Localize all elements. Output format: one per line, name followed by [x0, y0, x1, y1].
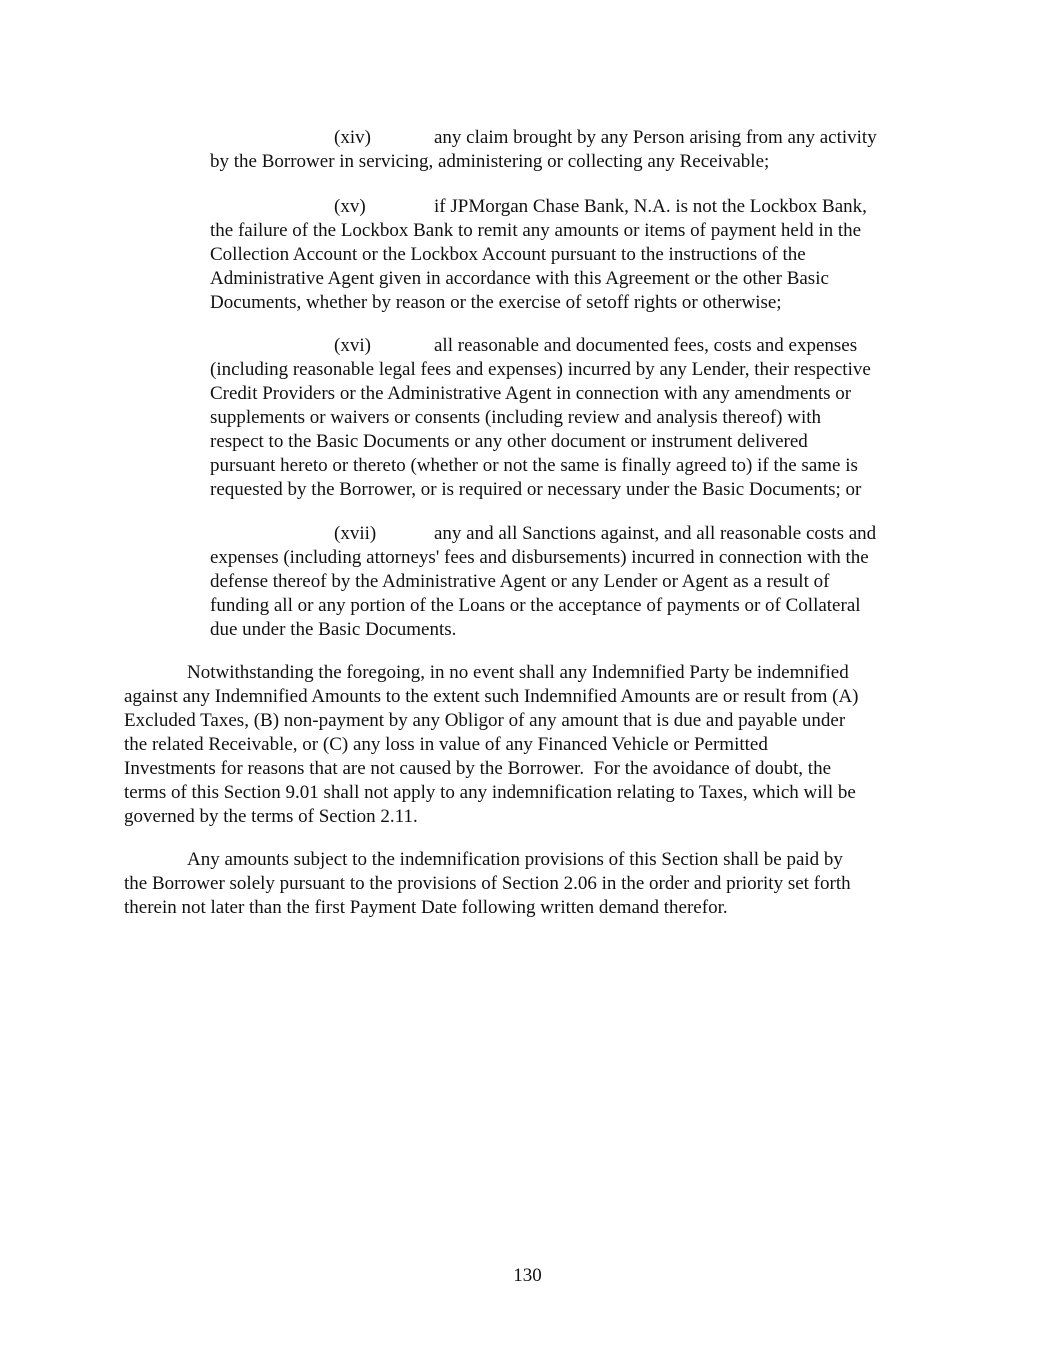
paragraph-line: Excluded Taxes, (B) non-payment by any Obligor of any amount that is due and payable under [124, 710, 846, 731]
clause-line: supplements or waivers or consents (including review and analysis thereof) with [210, 407, 822, 428]
clause-line: funding all or any portion of the Loans or the acceptance of payments or of Collateral [210, 595, 861, 616]
clause-label: (xiv) [334, 127, 371, 148]
clause-line: Credit Providers or the Administrative Agent in connection with any amendments or [210, 383, 852, 404]
paragraph-line: Investments for reasons that are not caused by the Borrower. For the avoidance of doubt, the [124, 758, 832, 779]
clause-line: Administrative Agent given in accordance with this Agreement or the other Basic [210, 268, 829, 289]
clause-line: Collection Account or the Lockbox Account pursuant to the instructions of the [210, 244, 806, 265]
clause-line: respect to the Basic Documents or any other document or instrument delivered [210, 431, 808, 452]
paragraph-line: Notwithstanding the foregoing, in no event shall any Indemnified Party be indemnified [187, 662, 849, 683]
paragraph-line: Any amounts subject to the indemnification provisions of this Section shall be paid by [187, 849, 843, 870]
clause-line: requested by the Borrower, or is required or necessary under the Basic Documents; or [210, 479, 862, 500]
clause-first-line: any claim brought by any Person arising from any activity [434, 127, 877, 148]
paragraph-line: the related Receivable, or (C) any loss in value of any Financed Vehicle or Permitted [124, 734, 768, 755]
clause-line: pursuant hereto or thereto (whether or not the same is finally agreed to) if the same is [210, 455, 858, 476]
clause-line: (including reasonable legal fees and expenses) incurred by any Lender, their respective [210, 359, 871, 380]
paragraph-line: therein not later than the first Payment Date following written demand therefor. [124, 897, 728, 918]
paragraph-line: against any Indemnified Amounts to the extent such Indemnified Amounts are or result from (A) [124, 686, 859, 707]
clause-label: (xv) [334, 196, 366, 217]
clause-line: expenses (including attorneys' fees and disbursements) incurred in connection with the [210, 547, 869, 568]
clause-first-line: if JPMorgan Chase Bank, N.A. is not the Lockbox Bank, [434, 196, 867, 217]
clause-label: (xvii) [334, 523, 377, 544]
clause-first-line: all reasonable and documented fees, costs and expenses [434, 335, 858, 356]
paragraph-line: terms of this Section 9.01 shall not apply to any indemnification relating to Taxes, which will be [124, 782, 856, 803]
paragraph-line: governed by the terms of Section 2.11. [124, 806, 418, 827]
clause-line: by the Borrower in servicing, administering or collecting any Receivable; [210, 151, 770, 172]
paragraph-line: the Borrower solely pursuant to the provisions of Section 2.06 in the order and priority set forth [124, 873, 851, 894]
clause-line: Documents, whether by reason or the exercise of setoff rights or otherwise; [210, 292, 782, 313]
clause-line: due under the Basic Documents. [210, 619, 457, 640]
page-number: 130 [513, 1265, 542, 1286]
clause-first-line: any and all Sanctions against, and all reasonable costs and [434, 523, 877, 544]
clause-line: the failure of the Lockbox Bank to remit any amounts or items of payment held in the [210, 220, 862, 241]
clause-line: defense thereof by the Administrative Agent or any Lender or Agent as a result of [210, 571, 830, 592]
clause-label: (xvi) [334, 335, 371, 356]
